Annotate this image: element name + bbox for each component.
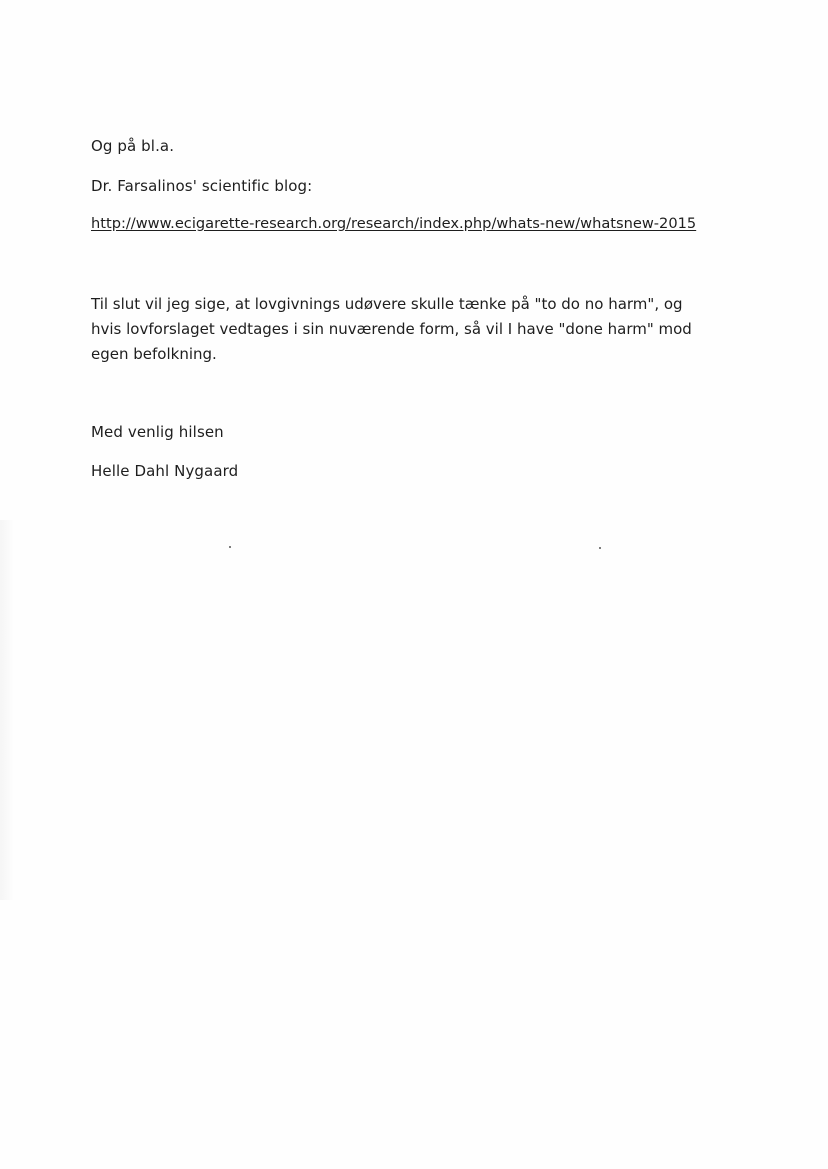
blog-url-link[interactable]: http://www.ecigarette-research.org/research/index.php/whats-new/whatsnew-2015 — [91, 215, 697, 232]
closing-greeting: Med venlig hilsen — [91, 423, 224, 441]
scan-speck — [229, 546, 231, 548]
scan-speck — [599, 547, 601, 549]
signature-name: Helle Dahl Nygaard — [91, 462, 239, 480]
scan-edge-shadow — [0, 520, 14, 900]
conclusion-paragraph: Til slut vil jeg sige, at lovgivnings udøvere skulle tænke på "to do no harm", og hvis lovforslaget vedtages i sin nuværende form, så vil I have "done harm" mod egen befolkning. — [91, 295, 692, 363]
intro-text: Og på bl.a. — [91, 137, 175, 155]
blog-label: Dr. Farsalinos' scientific blog: — [91, 177, 313, 195]
